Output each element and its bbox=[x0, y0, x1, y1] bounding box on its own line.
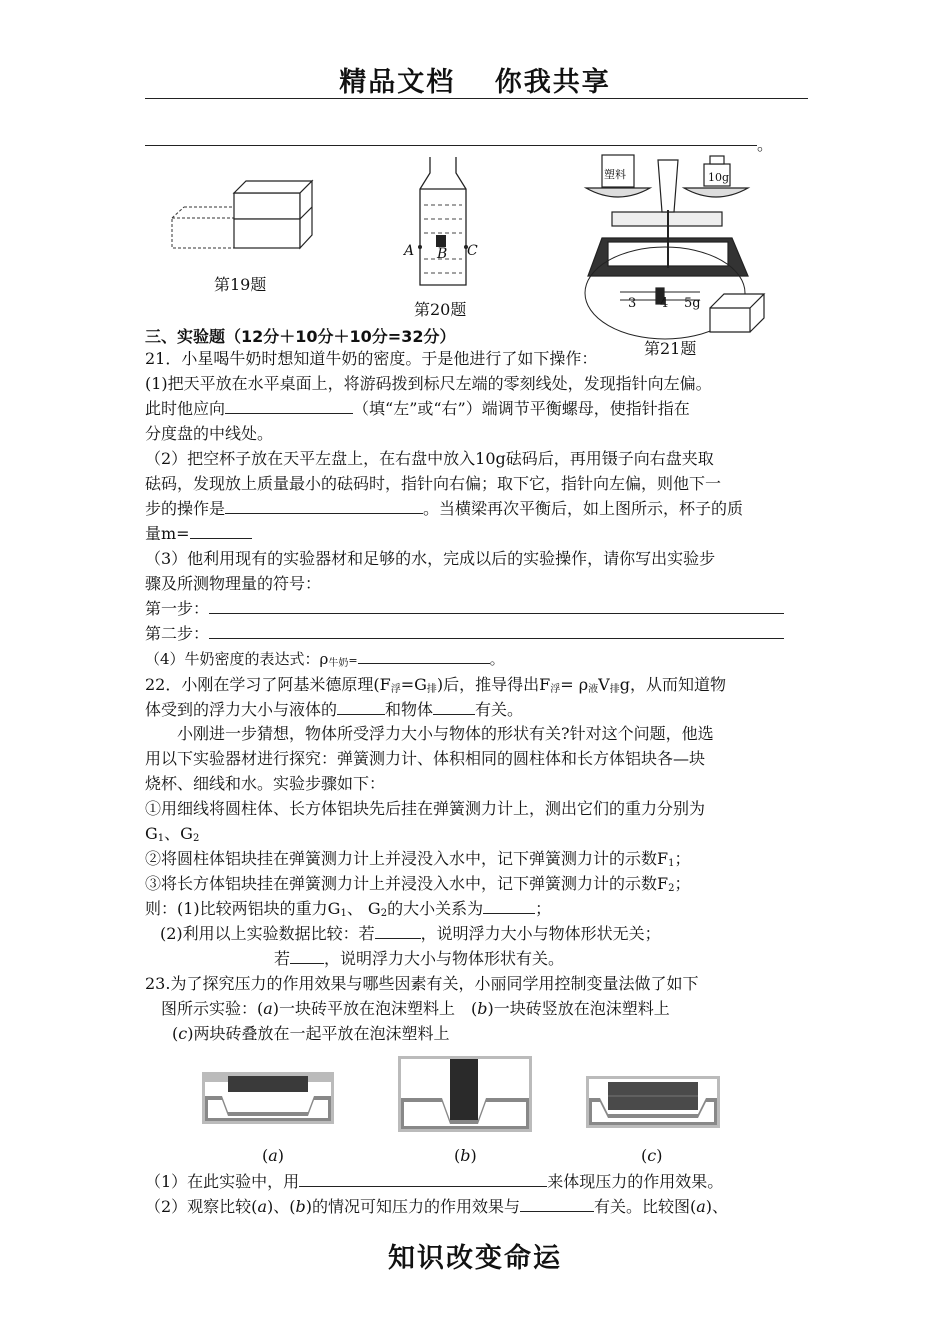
q21-blank-density[interactable] bbox=[358, 647, 490, 664]
q22-blank-liquid[interactable] bbox=[337, 698, 385, 715]
q21-p1-b: 此时他应向 （填“左”或“右”）端调节平衡螺母，使指针指在 bbox=[145, 399, 690, 418]
q23-blank-effect[interactable] bbox=[299, 1170, 547, 1187]
fig19-caption: 第19题 bbox=[214, 275, 267, 294]
figure-23a bbox=[202, 1072, 334, 1124]
page-header bbox=[0, 60, 950, 99]
q23-line1: 23.为了探究压力的作用效果与哪些因素有关，小丽同学用控制变量法做了如下 bbox=[145, 974, 699, 993]
fig23-caption-c: (c) bbox=[641, 1146, 663, 1165]
q23-sub1: （1）在此实验中，用 来体现压力的作用效果。 bbox=[145, 1172, 724, 1191]
q22-line12: 若 ，说明浮力大小与物体形状有关。 bbox=[274, 949, 565, 968]
q21-p3-a: （3）他利用现有的实验器材和足够的水，完成以后的实验操作，请你写出实验步 bbox=[145, 549, 716, 568]
q22-line3: 小刚进一步猜想，物体所受浮力大小与物体的形状有关?针对这个问题，他选 bbox=[177, 724, 714, 743]
fig23-caption-b: (b) bbox=[454, 1146, 477, 1165]
figure-23c bbox=[586, 1076, 720, 1128]
fig21-weight-label: 10g bbox=[708, 171, 730, 184]
q22-blank-weight-relation[interactable] bbox=[483, 897, 535, 914]
q22-blank-object[interactable] bbox=[433, 698, 475, 715]
q21-blank-direction[interactable] bbox=[225, 397, 353, 414]
header-rule bbox=[145, 98, 808, 99]
fig21-weight-box bbox=[710, 294, 764, 332]
page-footer: 知识改变命运 bbox=[388, 1243, 562, 1274]
figure-19 bbox=[160, 175, 310, 255]
q21-blank-step2[interactable] bbox=[209, 622, 784, 639]
q21-blank-mass[interactable] bbox=[190, 522, 252, 539]
fig19-solid-blocks bbox=[234, 181, 312, 248]
q22-line1: 22．小刚在学习了阿基米德原理$(F_浮=G_排)$后，推导得出$F_浮= \rho_液V_排g$，从而知道物 bbox=[145, 675, 726, 695]
q22-blank-if-unequal[interactable] bbox=[290, 947, 324, 964]
q22-line2: 体受到的浮力大小与液体的 和物体 有关。 bbox=[145, 700, 524, 719]
fig23-caption-a: (a) bbox=[262, 1146, 285, 1165]
q21-p2-b: 砝码，发现放上质量最小的砝码时，指针向右偏；取下它，指针向左偏，则他下一 bbox=[145, 474, 722, 493]
q22-blank-if-equal[interactable] bbox=[375, 922, 421, 939]
q21-p2-d: 量m= bbox=[145, 522, 252, 546]
top-period: 。 bbox=[757, 135, 774, 154]
fig23a-brick bbox=[228, 1076, 308, 1092]
fig20-label-c: C bbox=[467, 243, 478, 259]
q22-line11: (2)利用以上实验数据比较：若 ，说明浮力大小与物体形状无关； bbox=[160, 924, 661, 943]
q23-line2: 图所示实验：(a)一块砖平放在泡沫塑料上 (b)一块砖竖放在泡沫塑料上 bbox=[161, 999, 670, 1018]
q22-line8: ②将圆柱体铝块挂在弹簧测力计上并浸没入水中，记下弹簧测力计的示数$F_1$； bbox=[145, 849, 691, 869]
fig21-tick-5g: 5g bbox=[684, 296, 701, 311]
fig21-cup-label: 塑料 bbox=[604, 168, 626, 181]
q21-intro: 21．小星喝牛奶时想知道牛奶的密度。于是他进行了如下操作： bbox=[145, 349, 598, 368]
fig21-tick-4: 4 bbox=[660, 296, 669, 311]
q22-line10: 则：(1)比较两铝块的重力$G_1$、 $G_2$的大小关系为 ； bbox=[145, 899, 552, 919]
fig21-tick-3: 3 bbox=[628, 296, 637, 311]
q21-blank-step1[interactable] bbox=[209, 597, 784, 614]
q23-line3: (c)两块砖叠放在一起平放在泡沫塑料上 bbox=[172, 1024, 450, 1043]
q21-p3-b: 骤及所测物理量的符号： bbox=[145, 574, 322, 593]
top-answer-line bbox=[145, 145, 757, 146]
q23-sub2: （2）观察比较(a)、(b)的情况可知压力的作用效果与 有关。比较图(a)、 bbox=[145, 1197, 729, 1216]
fig21-right-pan bbox=[684, 188, 748, 197]
q21-step1: 第一步： bbox=[145, 597, 784, 621]
fig20-caption: 第20题 bbox=[414, 300, 467, 319]
q22-line5: 烧杯、细线和水。实验步骤如下： bbox=[145, 774, 386, 793]
q21-step2: 第二步： bbox=[145, 622, 784, 646]
fig20-label-b: B bbox=[437, 246, 448, 262]
q21-p1-c: 分度盘的中线处。 bbox=[145, 424, 274, 443]
q22-line4: 用以下实验器材进行探究：弹簧测力计、体积相同的圆柱体和长方体铝块各—块 bbox=[145, 749, 706, 768]
q21-p2-a: （2）把空杯子放在天平左盘上，在右盘中放入10g砝码后，再用镊子向右盘夹取 bbox=[145, 449, 714, 468]
q22-line9: ③将长方体铝块挂在弹簧测力计上并浸没入水中，记下弹簧测力计的示数$F_2$； bbox=[145, 874, 691, 894]
q21-p2-c: 步的操作是 。当横梁再次平衡后，如上图所示，杯子的质 bbox=[145, 499, 744, 518]
q22-line7: $G_1$、$G_2$ bbox=[145, 824, 200, 844]
figure-20 bbox=[400, 155, 480, 295]
fig19-dashed-block bbox=[172, 207, 234, 248]
fig20-label-a: A bbox=[404, 243, 415, 259]
section-title: 三、实验题（12分＋10分＋10分=32分） bbox=[145, 327, 456, 346]
header-right: 你我共享 bbox=[494, 67, 611, 98]
q21-p1-a: (1)把天平放在水平桌面上，将游码拨到标尺左端的零刻线处，发现指针向左偏。 bbox=[145, 374, 712, 393]
q23-blank-factor[interactable] bbox=[520, 1195, 594, 1212]
q22-line6: ①用细线将圆柱体、长方体铝块先后挂在弹簧测力计上，测出它们的重力分别为 bbox=[145, 799, 706, 818]
fig21-left-pan bbox=[586, 188, 650, 197]
q21-blank-operation[interactable] bbox=[225, 497, 423, 514]
q21-p4: （4）牛奶密度的表达式：$\rho_{牛奶}=$ 。 bbox=[145, 647, 505, 676]
header-left: 精品文档 bbox=[339, 67, 456, 98]
fig21-pillar bbox=[658, 160, 678, 212]
fig21-caption: 第21题 bbox=[644, 339, 697, 358]
figure-23b bbox=[398, 1056, 532, 1132]
fig23b-brick bbox=[450, 1059, 478, 1123]
fig20-bottle bbox=[420, 157, 466, 285]
